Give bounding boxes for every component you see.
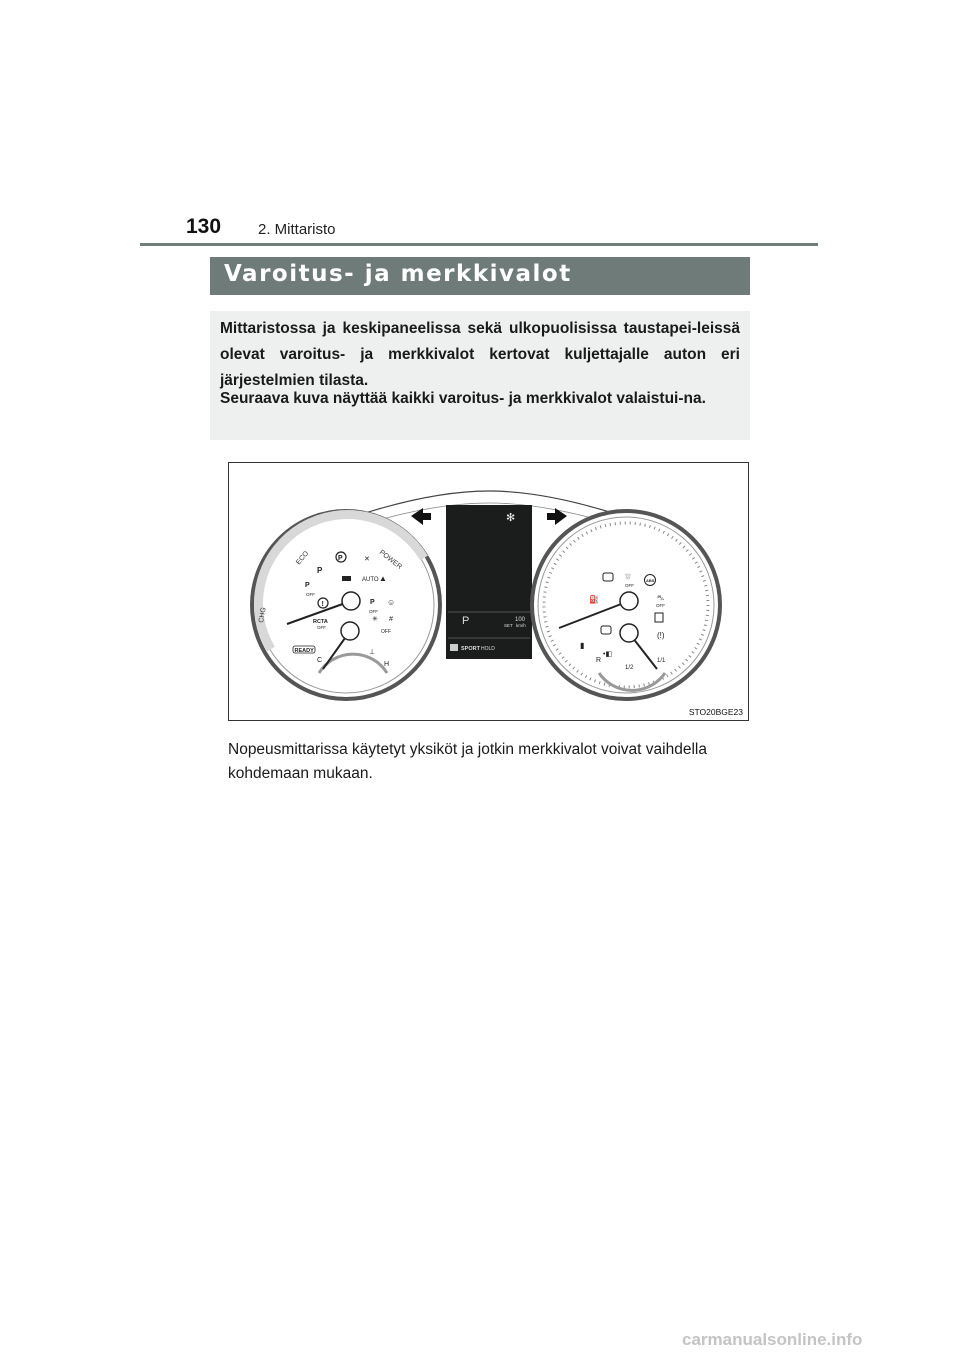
instrument-cluster-illustration [229,463,749,721]
figure-caption: Nopeusmittarissa käytetyt yksiköt ja jotkin merkkivalot voivat vaihdella kohdemaan mukaan. [228,741,707,782]
svg-text:✕: ✕ [364,556,370,563]
svg-text:▲: ▲ [379,574,387,583]
svg-text:AUTO: AUTO [362,577,379,583]
svg-text:•◧: •◧ [603,651,613,658]
left-turn-arrow-icon [411,508,431,525]
header-divider [140,243,818,246]
svg-text:OFF: OFF [625,583,634,588]
svg-text:☺: ☺ [387,598,396,607]
svg-text:100: 100 [515,617,526,623]
svg-text:OFF: OFF [369,609,378,614]
svg-text:P: P [305,582,310,589]
intro-box [210,311,750,440]
intro-paragraph-1: Mittaristossa ja keskipaneelissa sekä ulkopuolisissa taustapei-leissä olevat varoitus- ja merkkivalot kertovat kuljettajalle auton eri järjestelmien tilasta. [220,320,740,389]
svg-text:#: # [389,616,393,623]
svg-text:OFF: OFF [656,603,665,608]
svg-text:OFF: OFF [306,592,315,597]
eco-label: ECO [295,550,311,567]
section-heading-bar [210,257,750,295]
intro-paragraph-2: Seuraava kuva näyttää kaikki varoitus- ja merkkivalot valaistui-na. [220,390,706,407]
svg-text:✻: ✻ [506,512,516,524]
figure-code: STO20BGE23 [688,707,743,717]
center-display [446,505,532,659]
svg-text:⊥: ⊥ [369,649,376,656]
svg-text:ABS: ABS [646,578,655,583]
power-label: POWER [377,549,403,571]
svg-text:!: ! [321,601,324,608]
svg-text:✳: ✳ [372,616,378,623]
watermark-text: carmanualsonline.info [682,1330,863,1349]
svg-text:OFF: OFF [381,629,391,635]
svg-text:⛍: ⛍ [657,595,665,602]
svg-text:P: P [338,555,343,562]
svg-text:⛆: ⛆ [625,574,631,581]
chapter-title: 2. Mittaristo [258,221,336,238]
chg-label: CHG [258,606,268,624]
svg-text:▮: ▮ [580,641,585,650]
instrument-cluster-figure [228,462,749,721]
right-gauge [532,511,720,699]
svg-text:1/1: 1/1 [657,658,666,664]
svg-text:C: C [317,657,323,664]
section-title: Varoitus- ja merkkivalot [224,261,572,287]
svg-text:P: P [462,615,470,627]
svg-text:⛽: ⛽ [589,595,599,604]
page-number: 130 [186,215,222,238]
svg-text:1/2: 1/2 [625,665,634,671]
svg-text:H: H [384,661,390,668]
svg-text:READY: READY [294,648,314,654]
svg-text:P: P [370,599,375,606]
svg-text:R: R [596,657,602,664]
svg-text:(!): (!) [657,631,665,640]
svg-text:SPORT: SPORT [461,646,480,652]
svg-text:SET: SET [504,623,513,628]
svg-text:HOLD: HOLD [481,646,495,652]
svg-text:km/h: km/h [516,623,526,628]
svg-text:OFF: OFF [317,625,326,630]
svg-text:RCTA: RCTA [313,619,328,625]
left-gauge [252,511,440,699]
right-turn-arrow-icon [547,508,567,525]
svg-text:P: P [317,566,323,575]
